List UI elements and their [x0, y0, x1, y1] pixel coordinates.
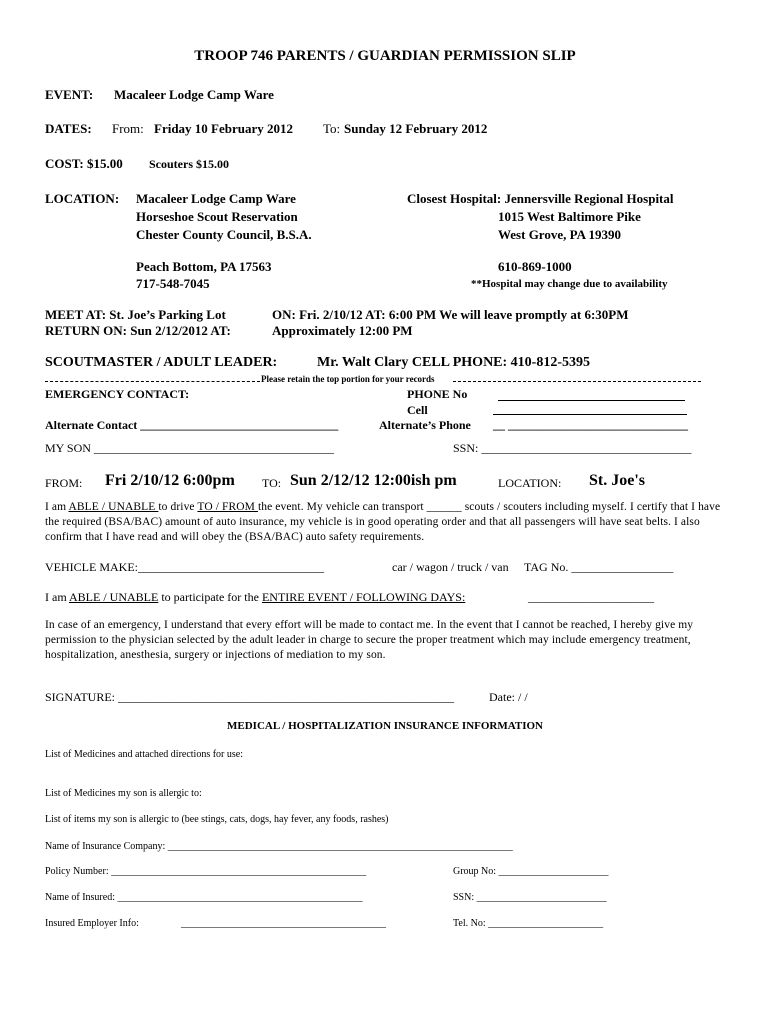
divider-text: Please retain the top portion for your records	[261, 374, 435, 384]
allergic-items-label: List of items my son is allergic to (bee stings, cats, dogs, hay fever, any foods, rashes)	[45, 814, 389, 825]
cost-scouters: Scouters $15.00	[149, 157, 229, 171]
dates-to-label: To:	[323, 121, 341, 136]
participate-able-option[interactable]: ABLE / UNABLE	[69, 590, 159, 604]
leader-value: Mr. Walt Clary CELL PHONE: 410-812-5395	[317, 355, 590, 370]
location-line-4: Peach Bottom, PA 17563	[136, 259, 272, 274]
location-line-1: Macaleer Lodge Camp Ware	[136, 191, 296, 206]
vehicle-tag-field[interactable]: TAG No. _________________	[524, 560, 674, 574]
insurance-company-field[interactable]: Name of Insurance Company: _____________________________________________________________________	[45, 841, 513, 852]
location-line-2: Horseshoe Scout Reservation	[136, 209, 298, 224]
dates-label: DATES:	[45, 121, 92, 136]
cost-label: COST: $15.00	[45, 156, 123, 171]
trip-to-label: TO:	[262, 476, 282, 490]
policy-number-field[interactable]: Policy Number: ___________________________________________________	[45, 866, 367, 877]
drive-text-2: to drive	[158, 501, 198, 513]
employer-line[interactable]: _________________________________________	[181, 918, 386, 929]
medical-heading: MEDICAL / HOSPITALIZATION INSURANCE INFORMATION	[227, 720, 543, 732]
emergency-phone-label: PHONE No	[407, 387, 468, 401]
insured-name-field[interactable]: Name of Insured: _________________________________________________	[45, 892, 363, 903]
trip-from-value: Fri 2/10/12 6:00pm	[105, 472, 235, 489]
tel-number-field[interactable]: Tel. No: _______________________	[453, 918, 604, 929]
hospital-phone: 610-869-1000	[498, 259, 572, 274]
trip-location-value: St. Joe's	[589, 472, 645, 489]
son-ssn-field[interactable]: SSN: ___________________________________	[453, 441, 692, 455]
dates-to-value: Sunday 12 February 2012	[344, 121, 488, 136]
participate-days-line[interactable]: _____________________	[528, 590, 654, 604]
alternate-phone-label: Alternate’s Phone	[379, 418, 471, 432]
emergency-phone-line[interactable]	[498, 400, 685, 401]
hospital-line-3: West Grove, PA 19390	[498, 227, 622, 242]
participate-statement	[45, 590, 465, 605]
page-title: TROOP 746 PARENTS / GUARDIAN PERMISSION SLIP	[194, 48, 576, 64]
trip-to-value: Sun 2/12/12 12:00ish pm	[290, 472, 457, 489]
emergency-consent: In case of an emergency, I understand that every effort will be made to contact me. In the event that I cannot be reached, I hereby give my permission to the physician selected by the adult leader in charge to secure the proper treatment which may include emergency treatment, hospitalization, anesthesia, surgery or injections of mediation to my son.	[45, 619, 694, 661]
son-field[interactable]: MY SON ________________________________________	[45, 441, 334, 455]
location-label: LOCATION:	[45, 191, 120, 206]
meet-at: MEET AT: St. Joe’s Parking Lot	[45, 307, 226, 322]
leader-label: SCOUTMASTER / ADULT LEADER:	[45, 355, 278, 370]
alternate-phone-line[interactable]: __ ______________________________	[493, 418, 688, 432]
drive-text-1: I am	[45, 501, 69, 513]
group-number-field[interactable]: Group No: ______________________	[453, 866, 609, 877]
hospital-note: **Hospital may change due to availability	[471, 278, 668, 290]
location-line-3: Chester County Council, B.S.A.	[136, 227, 312, 242]
vehicle-make-field[interactable]: VEHICLE MAKE:_______________________________	[45, 560, 324, 574]
dates-from-value: Friday 10 February 2012	[154, 121, 294, 136]
emergency-cell-label: Cell	[407, 403, 428, 417]
alternate-contact[interactable]: Alternate Contact _________________________________	[45, 418, 339, 432]
hospital-line-2: 1015 West Baltimore Pike	[498, 209, 641, 224]
medicines-label: List of Medicines and attached directions for use:	[45, 749, 243, 760]
participate-entire-option[interactable]: ENTIRE EVENT / FOLLOWING DAYS:	[261, 590, 466, 604]
drive-statement	[45, 500, 725, 545]
participate-text-1: I am	[45, 590, 69, 604]
return-on: RETURN ON: Sun 2/12/2012 AT:	[45, 323, 231, 338]
drive-able-option[interactable]: ABLE / UNABLE	[68, 501, 159, 513]
signature-date-field[interactable]: Date: / /	[489, 690, 528, 704]
participate-text-2: to participate for the	[158, 590, 262, 604]
drive-tofrom-option[interactable]: TO / FROM	[197, 501, 258, 513]
meet-on-text: ON: Fri. 2/10/12 AT: 6:00 PM We will leave promptly at 6:30PM	[272, 307, 629, 322]
emergency-label: EMERGENCY CONTACT:	[45, 387, 190, 401]
trip-location-label: LOCATION:	[498, 476, 562, 490]
return-approx: Approximately 12:00 PM	[272, 323, 413, 338]
divider-left	[45, 381, 260, 382]
dates-from-label: From:	[112, 121, 144, 136]
hospital-label: Closest Hospital: Jennersville Regional Hospital	[407, 191, 674, 206]
location-phone: 717-548-7045	[136, 276, 210, 291]
insured-ssn-field[interactable]: SSN: __________________________	[453, 892, 607, 903]
event-label: EVENT:	[45, 87, 94, 102]
event-value: Macaleer Lodge Camp Ware	[114, 87, 274, 102]
drive-text-3: the event. My vehicle can transport ______ scouts / scouters including myself. I certify that I have the required (BSA/BAC) amount of auto insurance, my vehicle is in good operating order and that all passengers will have seat belts. I also confirm that I have read and will obey the (BSA/BAC) auto safety requirements.	[45, 501, 721, 543]
trip-from-label: FROM:	[45, 476, 83, 490]
vehicle-types[interactable]: car / wagon / truck / van	[392, 560, 509, 574]
employer-label: Insured Employer Info:	[45, 918, 139, 929]
signature-field[interactable]: SIGNATURE: ________________________________________________________	[45, 690, 455, 704]
emergency-cell-line[interactable]	[493, 414, 687, 415]
allergic-medicines-label: List of Medicines my son is allergic to:	[45, 788, 202, 799]
divider-right	[453, 381, 701, 382]
